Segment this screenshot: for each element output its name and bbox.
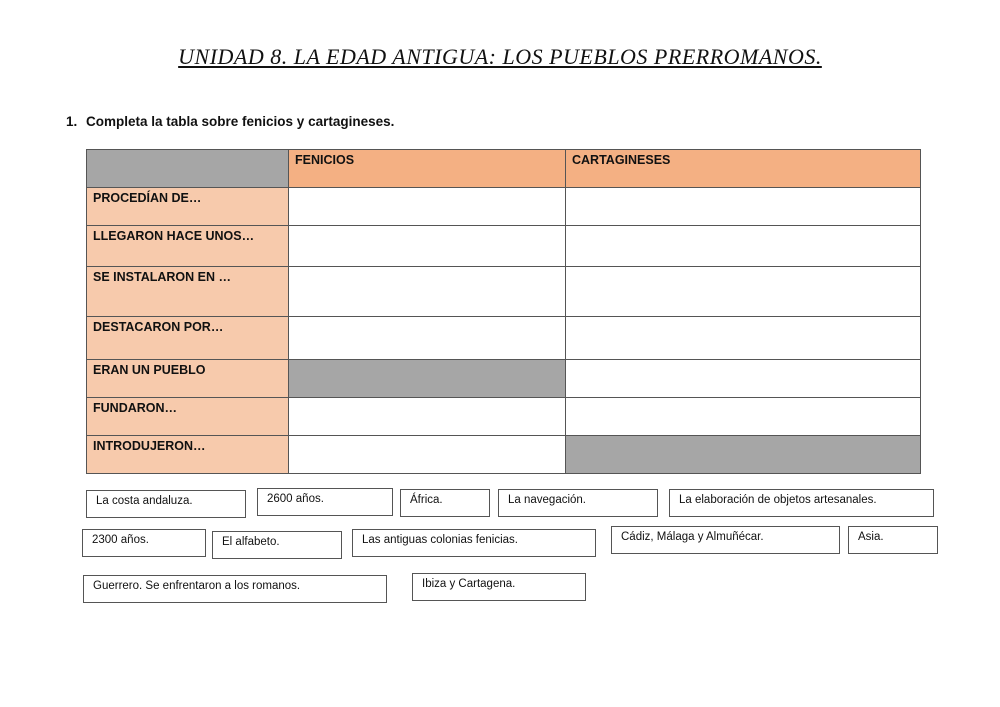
row-label: FUNDARON… [87,398,289,436]
row-label: PROCEDÍAN DE… [87,188,289,226]
header-fenicios: FENICIOS [289,150,566,188]
answer-cell-fenicios[interactable] [289,267,566,317]
answer-cell-fenicios[interactable] [289,398,566,436]
blocked-cell-fenicios [289,360,566,398]
table-corner-cell [87,150,289,188]
answer-cell-cartagineses[interactable] [566,317,921,360]
answer-cell-fenicios[interactable] [289,436,566,474]
row-label: DESTACARON POR… [87,317,289,360]
answer-cell-cartagineses[interactable] [566,267,921,317]
page-title: UNIDAD 8. LA EDAD ANTIGUA: LOS PUEBLOS PRERROMANOS. [178,44,822,69]
instruction [66,114,394,129]
word-tile[interactable]: 2300 años. [82,529,206,557]
answer-cell-cartagineses[interactable] [566,360,921,398]
completion-table [86,149,921,474]
answer-cell-cartagineses[interactable] [566,188,921,226]
word-tile[interactable]: El alfabeto. [212,531,342,559]
row-label: SE INSTALARON EN … [87,267,289,317]
answer-cell-cartagineses[interactable] [566,398,921,436]
instruction-text: Completa la tabla sobre fenicios y cartagineses. [86,114,395,129]
word-tile[interactable]: Cádiz, Málaga y Almuñécar. [611,526,840,554]
header-cartagineses: CARTAGINESES [566,150,921,188]
answer-cell-cartagineses[interactable] [566,226,921,267]
instruction-number: 1. [66,114,78,129]
word-tile[interactable]: Las antiguas colonias fenicias. [352,529,596,557]
answer-cell-fenicios[interactable] [289,226,566,267]
word-tile[interactable]: Asia. [848,526,938,554]
row-label: LLEGARON HACE UNOS… [87,226,289,267]
word-tile[interactable]: Guerrero. Se enfrentaron a los romanos. [83,575,387,603]
word-tile[interactable]: La costa andaluza. [86,490,246,518]
answer-cell-fenicios[interactable] [289,317,566,360]
answer-cell-fenicios[interactable] [289,188,566,226]
blocked-cell-cartagineses [566,436,921,474]
word-tile[interactable]: La elaboración de objetos artesanales. [669,489,934,517]
word-tile[interactable]: 2600 años. [257,488,393,516]
word-tile[interactable]: Ibiza y Cartagena. [412,573,586,601]
word-tile[interactable]: La navegación. [498,489,658,517]
word-tile[interactable]: África. [400,489,490,517]
row-label: ERAN UN PUEBLO [87,360,289,398]
row-label: INTRODUJERON… [87,436,289,474]
